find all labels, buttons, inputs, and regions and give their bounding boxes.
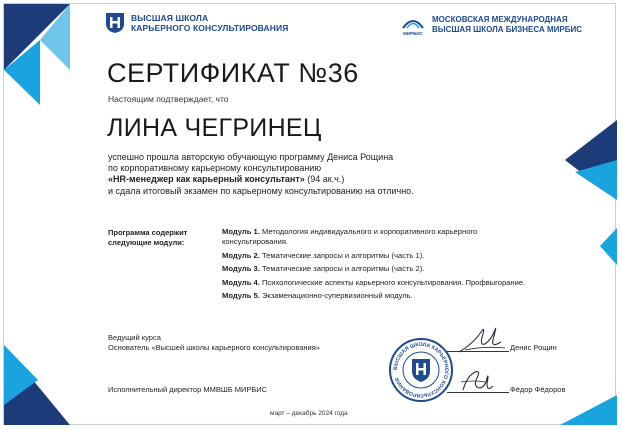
module-list (222, 227, 542, 304)
mirbis-dome-icon (400, 12, 426, 38)
program-title: «HR-менеджер как карьерный консультант» (108, 174, 305, 185)
list-item (222, 278, 542, 288)
module-number: Модуль 3. (222, 264, 260, 274)
module-number: Модуль 1. (222, 227, 260, 236)
school-seal-icon (388, 337, 454, 403)
exec-title: Исполнительный директор ММВШБ МИРБИС (108, 385, 268, 394)
module-number: Модуль 2. (222, 250, 260, 260)
list-item (222, 251, 542, 261)
module-text: Экзаменационно-супервизионный модуль. (259, 291, 413, 301)
body-line-3 (108, 174, 414, 185)
confirm-text: Настоящим подтверждает, что (108, 94, 229, 104)
module-number: Модуль 4. (222, 277, 260, 287)
certificate-title: СЕРТИФИКАТ №36 (107, 58, 359, 88)
seal-ring-text: ВЫСШАЯ ШКОЛА КАРЬЕРНОГО КОНСУЛЬТИРОВАНИЯ (392, 341, 450, 399)
program-label-line-1: Программа содержит (108, 228, 188, 237)
school-logo (105, 12, 288, 34)
program-label-line-2: следующие модули: (108, 237, 185, 247)
list-item (222, 227, 542, 248)
signature-line-2 (447, 392, 509, 393)
module-text: Тематические запросы и алгоритмы (часть 2). (259, 264, 425, 274)
list-item (222, 291, 542, 301)
lead-title: Основатель «Высшей школы карьерного консультирования» (108, 343, 320, 352)
module-text: Психологические аспекты карьерного консультирования. Профвыгорание. (259, 277, 526, 287)
signature-line-1 (447, 351, 509, 352)
lead-block (108, 333, 320, 353)
module-number: Модуль 5. (222, 291, 260, 301)
recipient-name: ЛИНА ЧЕГРИНЕЦ (107, 114, 322, 142)
mirbis-logo-line-1: МОСКОВСКАЯ МЕЖДУНАРОДНАЯ (432, 15, 568, 24)
body-line-2: по корпоративному карьерному консультированию (108, 163, 322, 174)
module-text: Тематические запросы и алгоритмы (часть 1). (259, 250, 425, 260)
certificate-body (108, 152, 414, 197)
program-label (108, 228, 187, 247)
module-text: Методология индивидуального и корпоративного карьерного консультирования. (222, 227, 478, 247)
mirbis-mark-text: МИРБИС (403, 31, 423, 36)
lead-role: Ведущий курса (108, 333, 161, 342)
signer-2-name: Фёдор Фёдоров (510, 385, 566, 394)
signer-1-name: Денис Рощин (510, 343, 557, 352)
mirbis-logo-line-2: ВЫСШАЯ ШКОЛА БИЗНЕСА МИРБИС (432, 25, 582, 34)
shield-logo-icon (105, 12, 125, 34)
school-logo-line-1: ВЫСШАЯ ШКОЛА (131, 13, 209, 23)
list-item (222, 264, 542, 274)
body-line-4: и сдала итоговый экзамен по карьерному консультированию на отлично. (108, 185, 414, 196)
mirbis-logo (400, 12, 582, 38)
program-hours: (94 ак.ч.) (304, 174, 345, 185)
body-line-1: успешно прошла авторскую обучающую программу Дениса Рощина (108, 152, 394, 162)
school-logo-line-2: КАРЬЕРНОГО КОНСУЛЬТИРОВАНИЯ (131, 23, 289, 33)
course-dates: март – декабрь 2024 года (270, 410, 348, 417)
